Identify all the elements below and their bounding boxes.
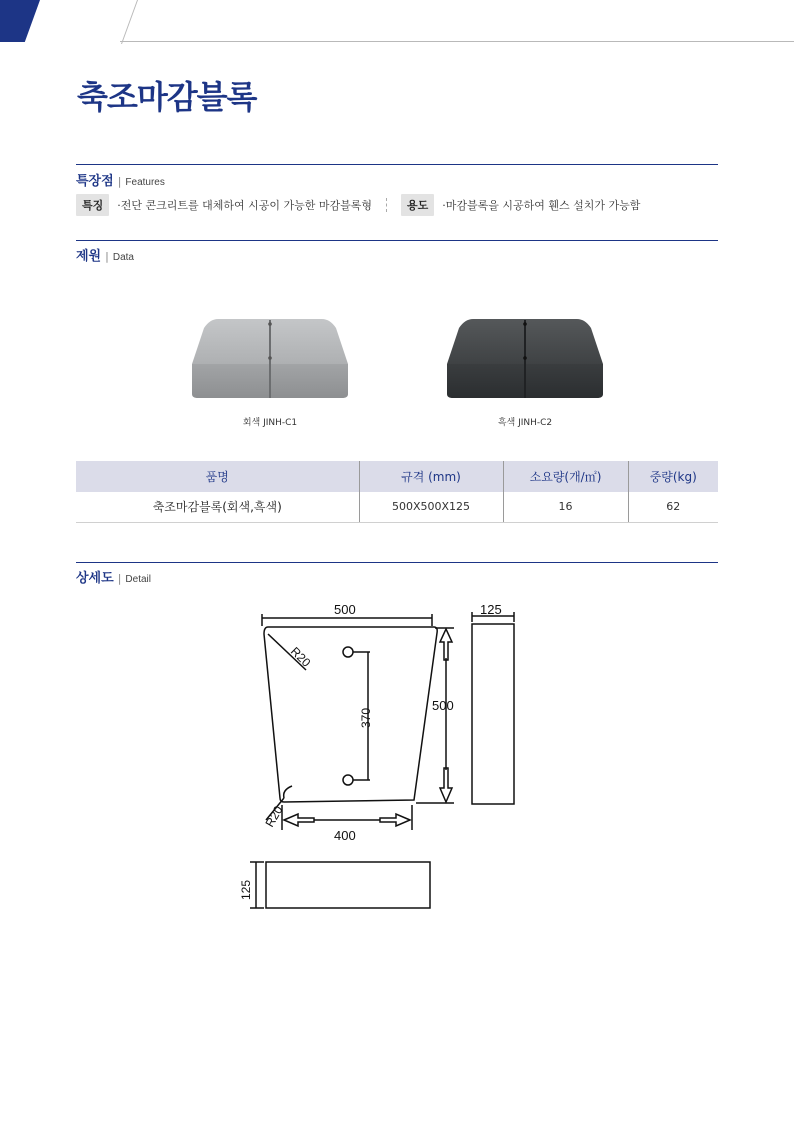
col-header-weight: 중량(kg)	[628, 461, 718, 492]
usage-text: ·마감블록을 시공하여 휀스 설치가 가능함	[442, 199, 641, 212]
table-header-row	[76, 461, 718, 492]
dim-height-label: 500	[432, 698, 454, 713]
detail-heading	[76, 567, 151, 586]
detail-heading-en: Detail	[125, 574, 151, 585]
block-plan-view	[266, 862, 430, 908]
top-dimension	[262, 602, 432, 626]
spec-table	[76, 461, 718, 523]
hole-bottom	[343, 775, 353, 785]
data-heading	[76, 245, 134, 264]
col-header-name: 품명	[76, 461, 359, 492]
dim-thickness-label: 125	[239, 879, 253, 900]
features-heading-ko: 특장점	[76, 174, 114, 189]
col-header-quantity: 소요량(개/㎡)	[503, 461, 628, 492]
detail-heading-ko: 상세도	[76, 571, 114, 586]
gray-block-image	[190, 316, 350, 400]
features-divider	[386, 198, 387, 212]
gray-block-caption: 회색 JINH-C1	[242, 418, 298, 428]
cell-size: 500X500X125	[359, 492, 503, 522]
radius-top-label: R20	[287, 644, 314, 670]
cell-name: 축조마감블록(회색,흑색)	[76, 492, 359, 522]
black-block-image	[445, 316, 605, 400]
dim-side-label: 125	[480, 602, 502, 617]
page-title: 축조마감블록	[77, 78, 257, 116]
arrow-right-icon	[380, 814, 410, 826]
features-heading	[76, 170, 165, 189]
hole-top	[343, 647, 353, 657]
heading-separator: |	[105, 250, 109, 263]
features-rule	[76, 164, 718, 165]
data-heading-en: Data	[112, 252, 134, 263]
arrow-up-icon	[440, 629, 452, 660]
top-bar	[0, 0, 794, 44]
usage-tag: 용도	[401, 194, 434, 216]
features-heading-en: Features	[125, 177, 165, 188]
heading-separator: |	[117, 175, 122, 188]
arrow-down-icon	[440, 768, 452, 802]
radius-bottom-label: R20	[262, 803, 286, 830]
header-rule	[120, 41, 794, 42]
black-block-caption: 흑색 JINH-C2	[497, 418, 553, 428]
header-slash	[121, 0, 138, 44]
brand-corner-mark	[0, 0, 40, 42]
arrow-left-icon	[284, 814, 314, 826]
features-row	[76, 194, 718, 216]
col-header-size: 규격 (mm)	[359, 461, 503, 492]
radius-arc-bottom	[284, 786, 292, 798]
hole-spacing-label: 370	[359, 707, 373, 728]
cell-quantity: 16	[503, 492, 628, 522]
dim-bottom-label: 400	[334, 828, 356, 843]
block-side-view	[472, 624, 514, 804]
cell-weight: 62	[628, 492, 718, 522]
detail-drawing	[222, 600, 522, 915]
detail-rule	[76, 562, 718, 563]
table-row	[76, 492, 718, 522]
feature-text: ·전단 콘크리트를 대체하여 시공이 가능한 마감블록형	[117, 199, 373, 212]
feature-tag: 특징	[76, 194, 109, 216]
dim-top-label: 500	[334, 602, 356, 617]
data-rule	[76, 240, 718, 241]
heading-separator: |	[117, 572, 122, 585]
data-heading-ko: 제원	[76, 249, 102, 264]
